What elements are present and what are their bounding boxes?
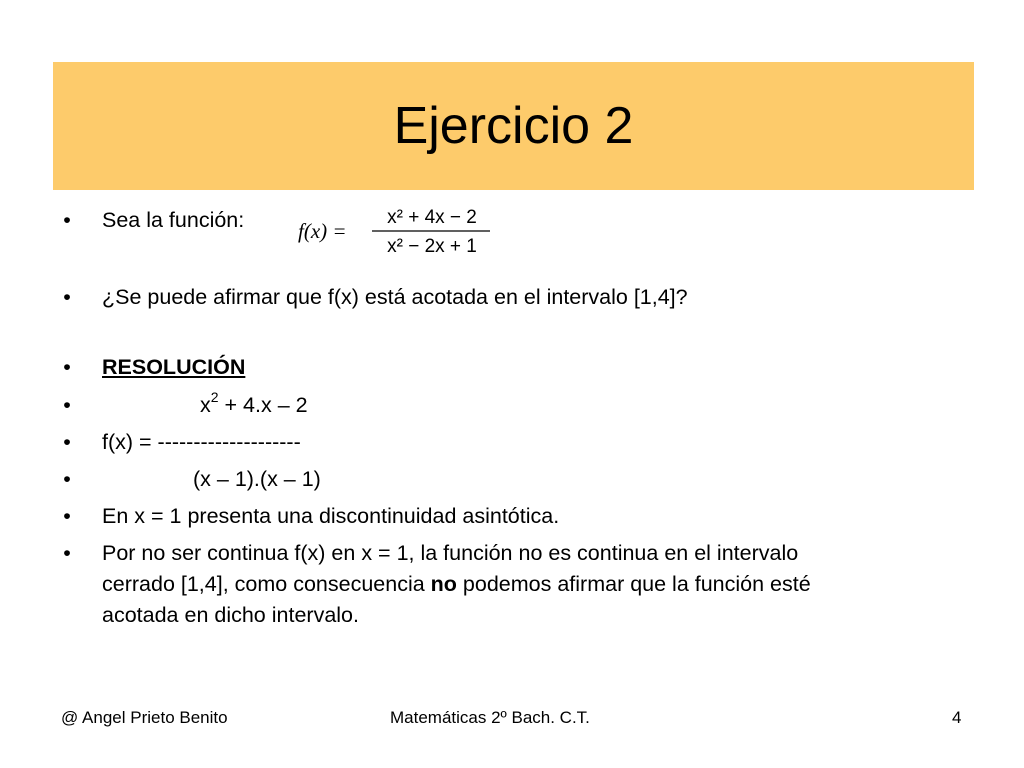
bullet-dot: • — [63, 467, 71, 491]
emphasis-no: no — [430, 572, 457, 596]
bullet-text: Sea la función: — [102, 208, 245, 232]
formula-lhs: f(x) = — [298, 219, 347, 243]
denominator-expression: (x – 1).(x – 1) — [193, 467, 321, 491]
title-band — [53, 62, 974, 190]
bullet-dot: • — [63, 285, 71, 309]
conclusion-line-2: cerrado [1,4], como consecuencia no podemos afirmar que la función esté — [102, 572, 811, 596]
bullet-dot: • — [63, 393, 71, 417]
fraction-line-text: f(x) = -------------------- — [102, 430, 301, 454]
numerator-exponent: 2 — [210, 389, 219, 405]
slide-title: Ejercicio 2 — [393, 97, 634, 155]
bullet-dot: • — [63, 355, 71, 379]
bullet-text: ¿Se puede afirmar que f(x) está acotada en el intervalo [1,4]? — [102, 285, 688, 309]
bullet-dot: • — [63, 208, 71, 232]
bullet-dot: • — [63, 541, 71, 565]
footer-course: Matemáticas 2º Bach. C.T. — [390, 708, 590, 727]
bullet-dot: • — [63, 430, 71, 454]
conclusion-line-3: acotada en dicho intervalo. — [102, 603, 359, 627]
footer-author: @ Angel Prieto Benito — [61, 708, 228, 727]
numerator-rest: + 4.x – 2 — [218, 393, 308, 417]
formula-numerator: x² + 4x − 2 — [387, 207, 477, 228]
function-formula-image — [296, 202, 492, 260]
numerator-expression — [200, 390, 308, 421]
bullet-text: En x = 1 presenta una discontinuidad asintótica. — [102, 504, 560, 528]
conclusion-line-1: Por no ser continua f(x) en x = 1, la función no es continua en el intervalo — [102, 541, 799, 565]
formula-denominator: x² − 2x + 1 — [387, 236, 477, 257]
resolution-heading: RESOLUCIÓN — [102, 355, 246, 379]
footer-page-number: 4 — [952, 708, 962, 727]
bullet-dot: • — [63, 504, 71, 528]
numerator-base: x — [200, 393, 211, 417]
